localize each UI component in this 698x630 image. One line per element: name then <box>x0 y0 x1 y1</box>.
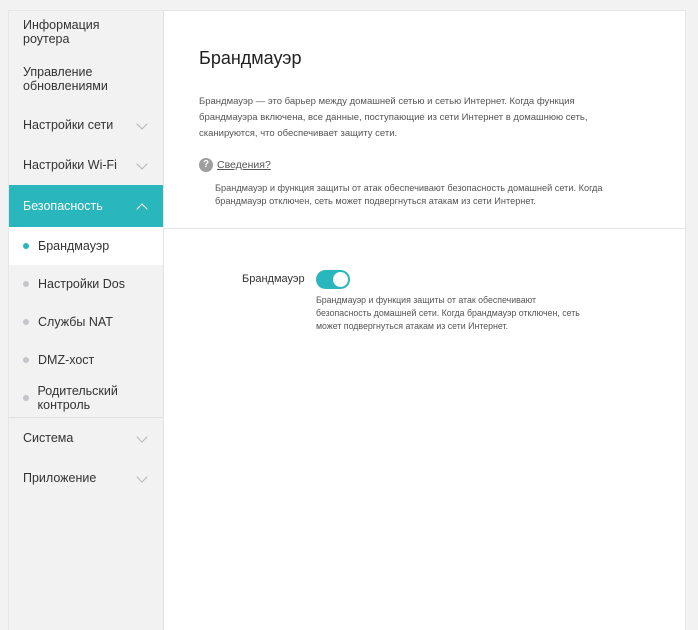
info-toggle[interactable] <box>199 158 271 172</box>
sidebar-item-label: Система <box>23 430 74 445</box>
sidebar-item-app[interactable] <box>9 457 163 499</box>
subnav-dmz[interactable] <box>9 341 163 379</box>
page-description: Брандмауэр — это барьер между домашней сетью и сетью Интернет. Когда функция брандмауэра включена, все данные, поступающие из сети Интернет в домашнюю сеть, сканируются, что обеспечивает защиту сети. <box>199 96 588 139</box>
chevron-down-icon <box>137 473 147 483</box>
sidebar-item-label: Настройки сети <box>23 118 114 132</box>
sidebar <box>9 11 164 630</box>
sidebar-item-updates[interactable] <box>9 53 163 105</box>
dot-icon <box>23 357 29 363</box>
sidebar-item-router-info[interactable] <box>9 11 163 53</box>
main-content <box>164 11 685 630</box>
chevron-up-icon <box>137 201 147 211</box>
subnav-label: Родительский контроль <box>37 384 118 412</box>
info-link[interactable]: Сведения? <box>217 159 271 171</box>
subnav-firewall[interactable] <box>9 227 163 265</box>
firewall-toggle[interactable] <box>316 270 350 289</box>
firewall-label: Брандмауэр <box>242 273 305 285</box>
sidebar-item-label: Информация роутера <box>23 18 100 46</box>
chevron-down-icon <box>137 160 147 170</box>
active-dot-icon <box>23 243 29 249</box>
sidebar-item-system[interactable] <box>9 417 163 457</box>
chevron-down-icon <box>137 120 147 130</box>
page-title: Брандмауэр <box>199 48 302 68</box>
router-panel <box>8 10 686 630</box>
chevron-down-icon <box>137 433 147 443</box>
firewall-help-text: Брандмауэр и функция защиты от атак обеспечивают безопасность домашней сети. Когда брандмауэр отключен, сеть может подвергнуться атакам из сети Интернет. <box>316 295 580 331</box>
sidebar-item-security[interactable] <box>9 185 163 227</box>
sidebar-item-label: Приложение <box>23 471 97 485</box>
dot-icon <box>23 281 29 287</box>
divider <box>164 228 685 229</box>
subnav-label: Службы NAT <box>38 315 113 329</box>
toggle-knob <box>333 272 348 287</box>
sidebar-item-label: Управление обновлениями <box>23 65 108 93</box>
subnav-label: Настройки Dos <box>38 277 125 291</box>
sidebar-item-label: Безопасность <box>23 199 103 213</box>
sidebar-item-network[interactable] <box>9 105 163 145</box>
dot-icon <box>23 319 29 325</box>
question-icon: ? <box>199 158 213 172</box>
sidebar-item-wifi[interactable] <box>9 145 163 185</box>
subnav-label: DMZ-хост <box>38 353 95 367</box>
sidebar-item-label: Настройки Wi-Fi <box>23 158 117 172</box>
dot-icon <box>23 395 29 401</box>
subnav-parental-control[interactable] <box>9 379 163 417</box>
subnav-dos[interactable] <box>9 265 163 303</box>
subnav-label: Брандмауэр <box>38 239 110 253</box>
info-text: Брандмауэр и функция защиты от атак обеспечивают безопасность домашней сети. Когда брандмауэр отключен, сеть может подвергнуться атакам из сети Интернет. <box>215 183 603 206</box>
subnav-nat[interactable] <box>9 303 163 341</box>
